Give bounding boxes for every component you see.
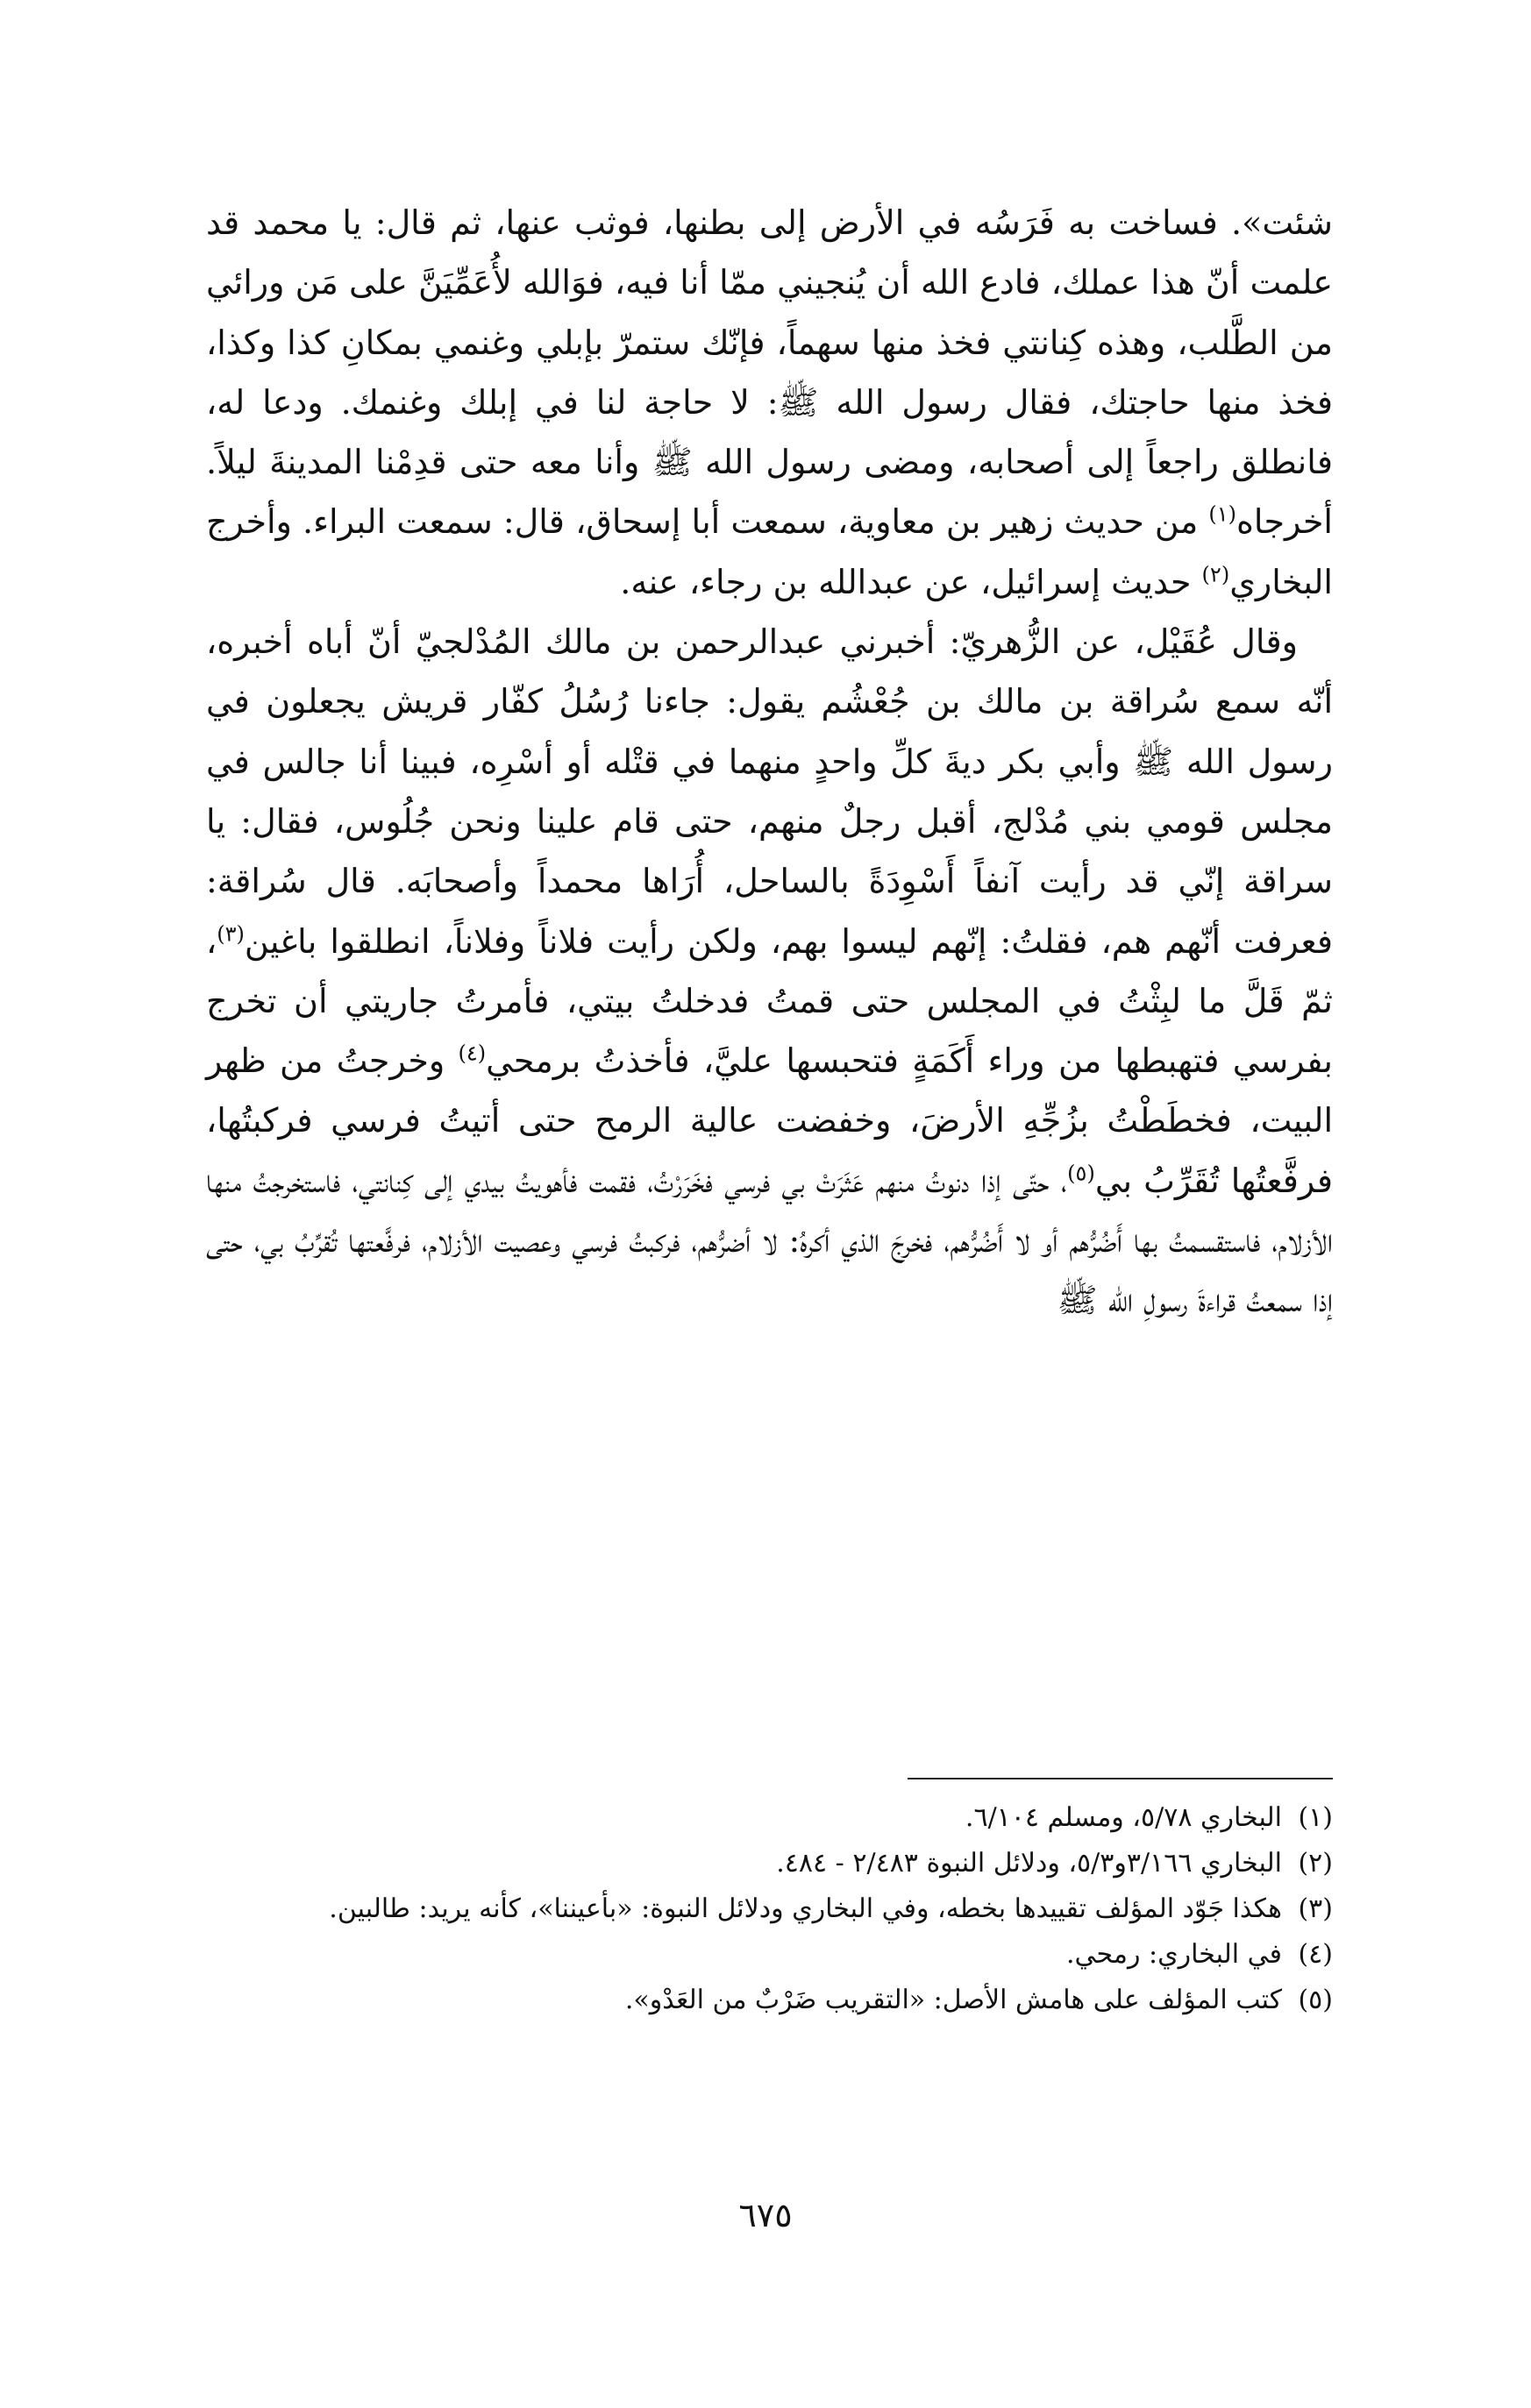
footnote-text: هكذا جَوّد المؤلف تقييدها بخطه، وفي البخاري ودلائل النبوة: «بأعيننا»، كأنه يريد: طالبين.	[329, 1893, 1282, 1924]
footnote-text: البخاري ٥/٧٨، ومسلم ٦/١٠٤.	[965, 1802, 1282, 1833]
main-text	[206, 193, 1333, 1331]
paragraph-1-text-a: شئت». فساخت به فَرَسُه في الأرض إلى بطنها، فوثب عنها، ثم قال: يا محمد قد علمت أنّ هذا عملك، فادع الله أن يُنجيني ممّا أنا فيه، فوَالله لأُعَمِّيَنَّ على مَن ورائي من الطَّلب، وهذه كِنانتي فخذ منها سهماً، فإنّك ستمرّ بإبلي وغنمي بمكانِ كذا وكذا، فخذ منها حاجتك، فقال رسول الله ﷺ: لا حاجة لنا في إبلك وغنمك. ودعا له، فانطلق راجعاً إلى أصحابه، ومضى رسول الله ﷺ وأنا معه حتى قدِمْنا المدينةَ ليلاً. أخرجاه	[206, 203, 1333, 542]
footnote-number: (٤)	[1298, 1939, 1333, 1970]
footnote-number: (٣)	[1298, 1893, 1333, 1924]
footnote-number: (٢)	[1298, 1848, 1333, 1879]
paragraph-2	[206, 612, 1333, 1331]
paragraph-1-text-b: من حديث زهير بن معاوية، سمعت أبا إسحاق، قال: سمعت البراء. وأخرج البخاري	[206, 502, 1333, 601]
footnote-ref-4: (٤)	[458, 1041, 487, 1066]
page-number: ٦٧٥	[738, 2196, 793, 2234]
footnote-separator	[908, 1778, 1333, 1779]
footnote-number: (٥)	[1298, 1985, 1333, 2015]
footnote-text: كتب المؤلف على هامش الأصل: «التقريب ضَرْبٌ من العَدْو».	[624, 1985, 1282, 2015]
paragraph-2-text-d: ، حتّى إذا دنوتُ منهم عَثَرَتْ بي فرسي فخَرَرْتُ، فقمت فأهويتُ بيدي إلى كِنانتي، فاستخرجتُ منها الأزلام، فاستقسمتُ بها أَضُرُّهم أو لا أَضُرُّهم، فخرجَ الذي أكرهُ: لا أضرُّهم، فركبتُ فرسي وعصيت الأزلام، فرفَّعتها تُقرِّبُ بي، حتى إذا سمعتُ قراءةَ رسولِ الله ﷺ	[206, 1161, 1333, 1320]
paragraph-2-text-b: ، ثمّ قَلَّ ما لبِثْتُ في المجلس حتى قمتُ فدخلتُ بيتي، فأمرتُ جاريتي أن تخرج بفرسي فتهبطها من وراء أَكَمَةٍ فتحبسها عليَّ، فأخذتُ برمحي	[206, 921, 1333, 1081]
footnote-text: البخاري ٣/١٦٦و٥/٣، ودلائل النبوة ٢/٤٨٣ - ٤٨٤.	[776, 1848, 1282, 1879]
footnote-1	[206, 1795, 1333, 1841]
footnote-ref-3: (٣)	[217, 920, 245, 946]
footnote-4	[206, 1932, 1333, 1978]
paragraph-1-text-c: حديث إسرائيل، عن عبدالله بن رجاء، عنه.	[620, 562, 1202, 601]
footnote-3	[206, 1886, 1333, 1932]
footnote-ref-1: (١)	[1208, 501, 1236, 527]
footnote-text: في البخاري: رمحي.	[1066, 1939, 1282, 1970]
footnotes	[206, 1795, 1333, 2023]
paragraph-2-text-c: وخرجتُ من ظهر البيت، فخطَطْتُ بزُجِّهِ الأرضَ، وخفضت عالية الرمح حتى أتيتُ فرسي فركبتُها، فرفَّعتُها تُقَرِّبُ بي	[206, 1041, 1334, 1200]
footnote-2	[206, 1841, 1333, 1886]
paragraph-1	[206, 193, 1333, 612]
footnote-ref-5: (٥)	[1067, 1161, 1095, 1186]
footnote-5	[206, 1978, 1333, 2023]
paragraph-2-text-a: وقال عُقَيْل، عن الزُّهريّ: أخبرني عبدالرحمن بن مالك المُدْلجيّ أنّ أباه أخبره، أنّه سمع سُراقة بن مالك بن جُعْشُم يقول: جاءنا رُسُلُ كفّار قريش يجعلون في رسول الله ﷺ وأبي بكر ديةَ كلِّ واحدٍ منهما في قتْله أو أسْرِه، فبينا أنا جالس في مجلس قومي بني مُدْلج، أقبل رجلٌ منهم، حتى قام علينا ونحن جُلُوس، فقال: يا سراقة إنّي قد رأيت آنفاً أَسْوِدَةً بالساحل، أُرَاها محمداً وأصحابَه. قال سُراقة: فعرفت أنّهم هم، فقلتُ: إنّهم ليسوا بهم، ولكن رأيت فلاناً وفلاناً، انطلقوا باغين	[206, 622, 1333, 961]
footnote-number: (١)	[1298, 1802, 1333, 1833]
footnote-ref-2: (٢)	[1201, 562, 1230, 587]
